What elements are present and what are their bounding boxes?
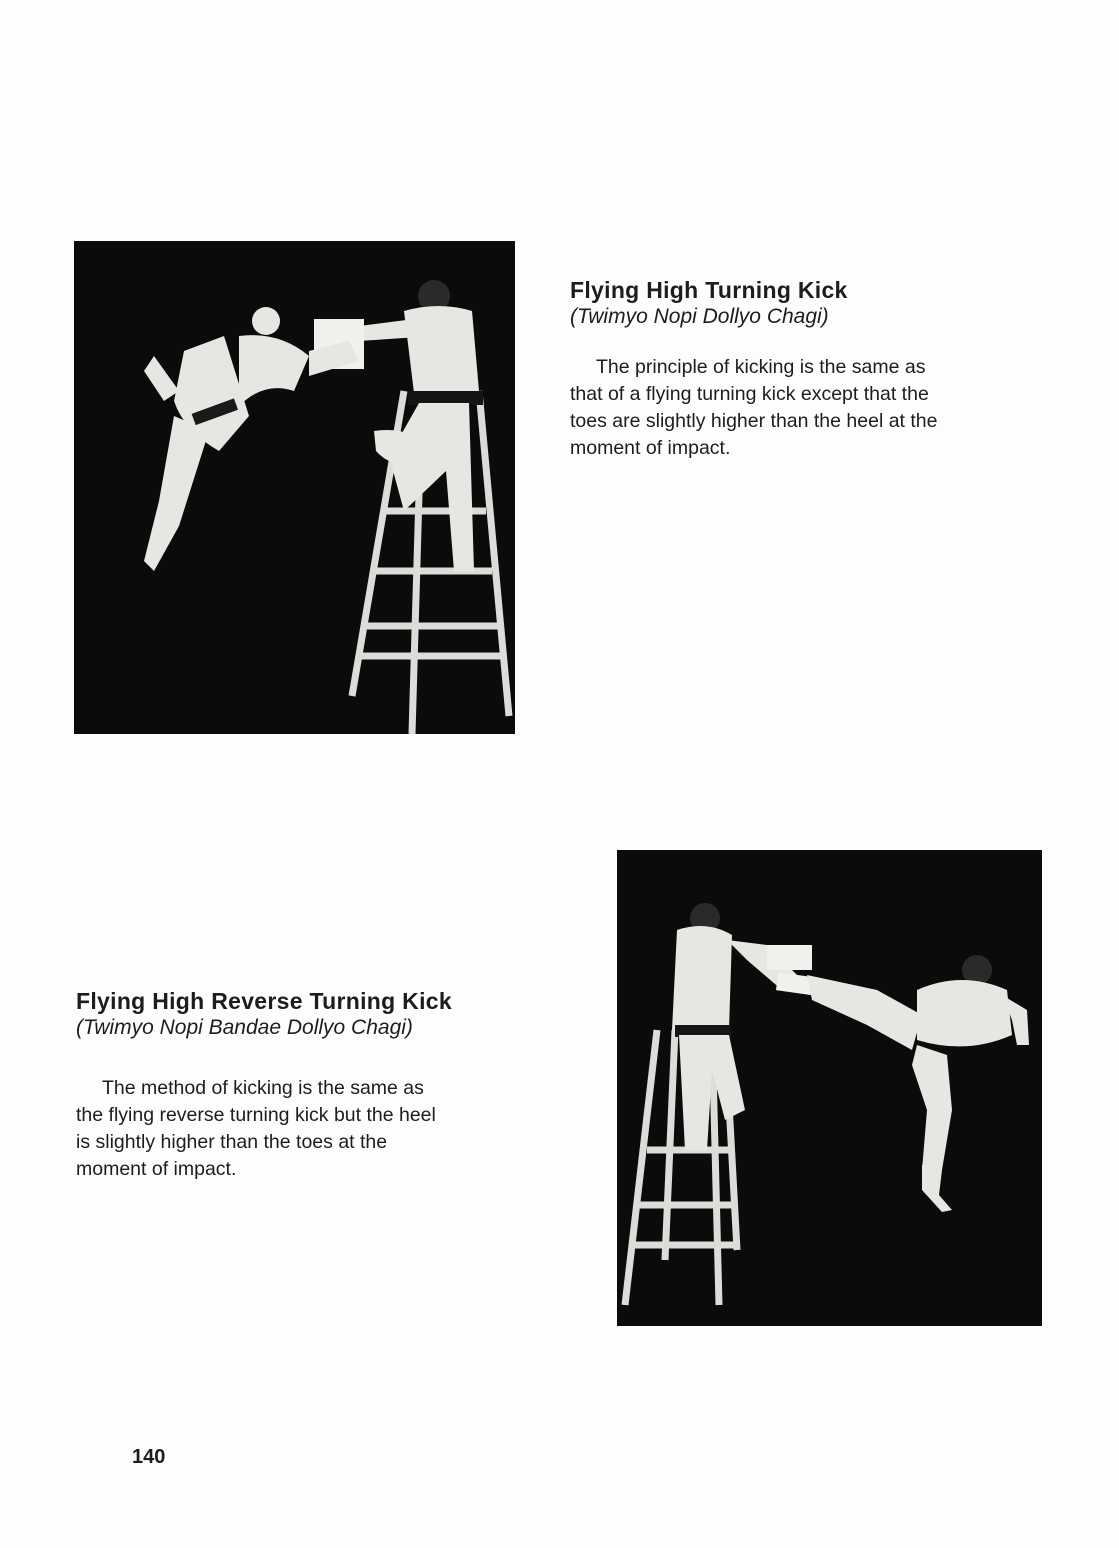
body-line: the flying reverse turning kick but the heel	[76, 1104, 436, 1126]
body-line: toes are slightly higher than the heel at the	[570, 410, 938, 432]
body-line: moment of impact.	[76, 1158, 237, 1180]
section-title: Flying High Turning Kick	[570, 277, 848, 303]
section-body	[570, 354, 1045, 462]
body-line: The principle of kicking is the same as	[596, 356, 926, 378]
section-flying-high-reverse-turning-kick	[76, 988, 556, 1183]
body-line: moment of impact.	[570, 437, 731, 459]
body-line: The method of kicking is the same as	[102, 1077, 424, 1099]
section-body	[76, 1075, 550, 1183]
photo-flying-high-turning-kick	[74, 241, 515, 734]
section-subtitle: (Twimyo Nopi Dollyo Chagi)	[570, 305, 829, 328]
photo-flying-high-reverse-turning-kick	[617, 850, 1042, 1326]
body-line: that of a flying turning kick except that the	[570, 383, 929, 405]
page-number: 140	[132, 1446, 166, 1468]
section-subtitle: (Twimyo Nopi Bandae Dollyo Chagi)	[76, 1016, 413, 1039]
section-flying-high-turning-kick	[570, 277, 1050, 462]
section-title: Flying High Reverse Turning Kick	[76, 988, 452, 1014]
body-line: is slightly higher than the toes at the	[76, 1131, 388, 1153]
